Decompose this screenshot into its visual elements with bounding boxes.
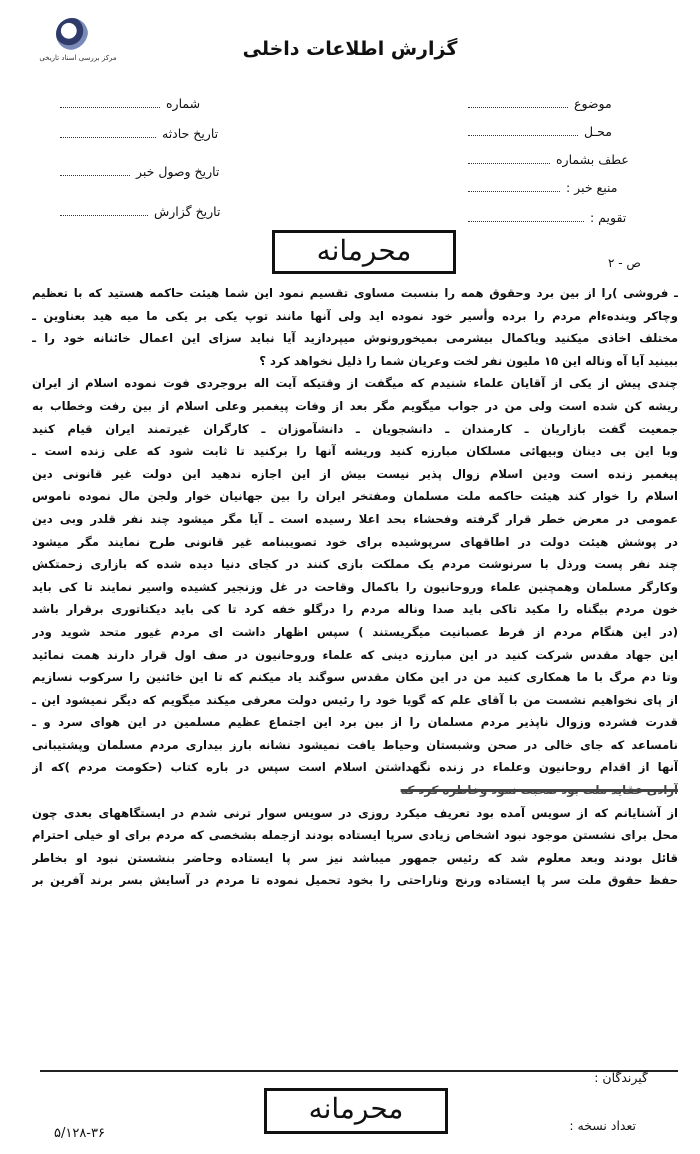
recipients-label: گیرندگان : xyxy=(594,1070,648,1085)
field-incident-date xyxy=(60,126,218,141)
field-calendar-label: تقویم : xyxy=(590,210,627,225)
field-calendar xyxy=(468,210,626,225)
field-receipt-date-line xyxy=(60,165,130,176)
field-reference-number-line xyxy=(468,153,550,164)
body-line: ببینید آیا آ‌ه وناله این ۱۵ ملیون نفر لخت وعریان شما را ذلیل نخواهد کرد ؟ xyxy=(259,353,678,368)
body-line: محل برای نشستن موجود نبود اشخاص زیادی سرپا ایستاده بودند ازجمله بشخصی که مردم برای او خیلی احترام xyxy=(32,828,678,843)
field-location-label: محـل xyxy=(584,124,612,139)
body-line: وکارگر مسلمان وهمچنین علماء وروحانیون را باکمال وقاحت در غل وزنجیر کشیده واسیر نمایند تا کی باید xyxy=(32,579,678,594)
body-line: ریشه کن شده است ولی من در جواب میگویم مگر بعد از وفات پیغمبر وعلی اسلام از بین رفت وخطاب به xyxy=(32,398,678,413)
field-subject xyxy=(468,96,612,111)
document-reference-number: ۵/۱۲۸-۳۶ xyxy=(54,1126,105,1141)
body-line: وتا دم مرگ با ما همکاری کنید من در این مکان مقدس سوگند یاد میکنم که تا این خائنین را سرکوب نسازیم xyxy=(32,670,678,685)
body-line: نامساعد که جای خالی در صحن وشبستان وحیاط یافت نمیشود نشانه بارز بیداری مردم مسلمان وپشتیبانی xyxy=(32,737,678,752)
footer-divider xyxy=(40,1070,678,1072)
body-line: مختلف اخاذی میکنید ویاکمال بیشرمی بمیخورونوش میپردازید آیا نباید سزای این اعمال خائنانه خود را ـ xyxy=(32,331,678,346)
body-line: از آشنایانم که از سویس آمده بود تعریف میکرد روزی در سویس سوار ترنی شدم در ایستگاههای بعدی چون xyxy=(32,805,678,820)
field-receipt-date xyxy=(60,164,219,179)
field-report-date xyxy=(60,204,220,219)
field-number-label: شماره xyxy=(166,96,201,111)
field-calendar-line xyxy=(468,211,584,222)
body-line: پیغمبر زنده است ودین اسلام زوال پذیر نیست بیش از این اجازه ندهید این دولت غیر قانونی دین xyxy=(32,466,678,481)
body-line: از پای نخواهیم نشست من با آقای علم که گویا خود را رئیس دولت معرفی میکند میگویم که دیگر نمیشود این ـ xyxy=(32,692,678,707)
field-reference-number xyxy=(468,152,629,167)
field-subject-line xyxy=(468,97,568,108)
field-location-line xyxy=(468,125,578,136)
body-line: اسلام را خوار کند هیئت حاکمه ملت مسلمان ومفتخر ایران را بین جهانیان خوار ولجن مال نموده ناموس xyxy=(32,489,678,504)
body-line: قدرت فشرده وزوال ناپذیر مردم مسلمان را از بین برد این اجتماع عظیم مسلمین در این هوای سرد و ـ xyxy=(32,715,678,730)
field-news-source-line xyxy=(468,181,560,192)
confidential-stamp-bottom: محرمانه xyxy=(264,1088,448,1134)
report-body xyxy=(32,282,678,892)
body-line: ـ فروشی )را از بین برد وحقوق همه را بنسبت مساوی تقسیم نمود این شما هیئت حاکمه هستید که با تعظیم xyxy=(32,286,678,300)
confidential-stamp-top: محرمانه xyxy=(272,230,456,274)
body-line: آنها از اقدام روحانیون وعلماء در زنده نگهداشتن اسلام است سپس در باره کتاب (حکومت مردم )که از xyxy=(32,760,678,775)
body-line: قائل بودند وبعد معلوم شد که رئیس جمهور میباشد نیز سر پا ایستاده وحاضر بنشستن نبود او بخاطر xyxy=(32,850,678,865)
page-number: ص - ۲ xyxy=(608,256,641,270)
field-number xyxy=(60,96,200,111)
report-title: گزارش اطلاعات داخلی xyxy=(242,38,458,60)
field-location xyxy=(468,124,612,139)
body-line: حفظ حقوق ملت سر پا ایستاده ورنج وناراحتی را بخود تحمیل نموده تا مردم در آسایش بسر برند آفرین بر xyxy=(32,873,678,888)
body-line: در پوشش هیئت دولت در اطاقهای سرپوشیده برای خود تصویبنامه غیر قانونی طرح نمایند مگر میشود xyxy=(32,534,678,549)
field-receipt-date-label: تاریخ وصول خبر xyxy=(136,164,220,179)
body-line: (در این هنگام مردم از فرط عصبانیت میگریستند ) سپس اظهار داشت ای مردم غیور متحد شوید ودر xyxy=(32,624,678,639)
body-line: وچاکر ویندهءام مردم را برده وأسیر خود نموده اید ولی آنها مانند توپ یکی بر یکی ما میه هید بعناوین ـ xyxy=(32,308,678,323)
field-news-source xyxy=(468,180,617,195)
body-line: جمعیت گفت بازاریان ـ کارمندان ـ دانشجویان ـ دانشآموزان ـ کارگران غیرتمند ایران قیام کنید xyxy=(32,421,678,436)
body-line: این جهاد مقدس شرکت کنید در این مبارزه دینی که علماء وروحانیون در صف اول قرار دارند همت نمائید xyxy=(32,647,678,662)
field-news-source-label: منبع خبر : xyxy=(566,180,618,195)
body-line: وبا این بی دینان وبیهائی مسلکان مبارزه کنید وریشه آنها را برکنید تا ثابت شود که علی زنده است ـ xyxy=(32,444,678,459)
field-number-line xyxy=(60,97,160,108)
body-line: خون مردم بیگناه را مکید تاکی باید صدا وناله مردم را درگلو خفه کرد تا کی باید دیکتاتوری برقرار باشد xyxy=(32,602,678,617)
field-report-date-label: تاریخ گزارش xyxy=(154,204,221,219)
field-incident-date-label: تاریخ حادثه xyxy=(162,126,219,141)
field-reference-number-label: عطف بشماره xyxy=(556,152,629,167)
field-report-date-line xyxy=(60,205,148,216)
body-line: چند نفر پست ورذل با سرنوشت مردم یک مملکت بازی کنند در کجای دنیا دیده شده که بازاری زحمتکش xyxy=(32,557,678,572)
logo-text: مرکز بررسی اسناد تاریخی xyxy=(39,54,117,62)
field-subject-label: موضوع xyxy=(574,96,612,111)
field-incident-date-line xyxy=(60,127,156,138)
body-line-struck: آزادی عقاید ملت بود صحبت نمود وخاطره کرد که xyxy=(400,783,678,798)
body-line: عمومی در معرض خطر قرار گرفته وفحشاء بحد اعلا رسیده است ـ آیا مگر میشود چند نفر قلدر وبی دین xyxy=(32,511,678,526)
copies-label: تعداد نسخه : xyxy=(569,1118,636,1133)
body-line: چندی پیش از یکی از آقایان علماء شنیدم که میگفت از وقتیکه آیت اله بروجردی فوت نموده اسلام از ایران xyxy=(32,376,678,391)
